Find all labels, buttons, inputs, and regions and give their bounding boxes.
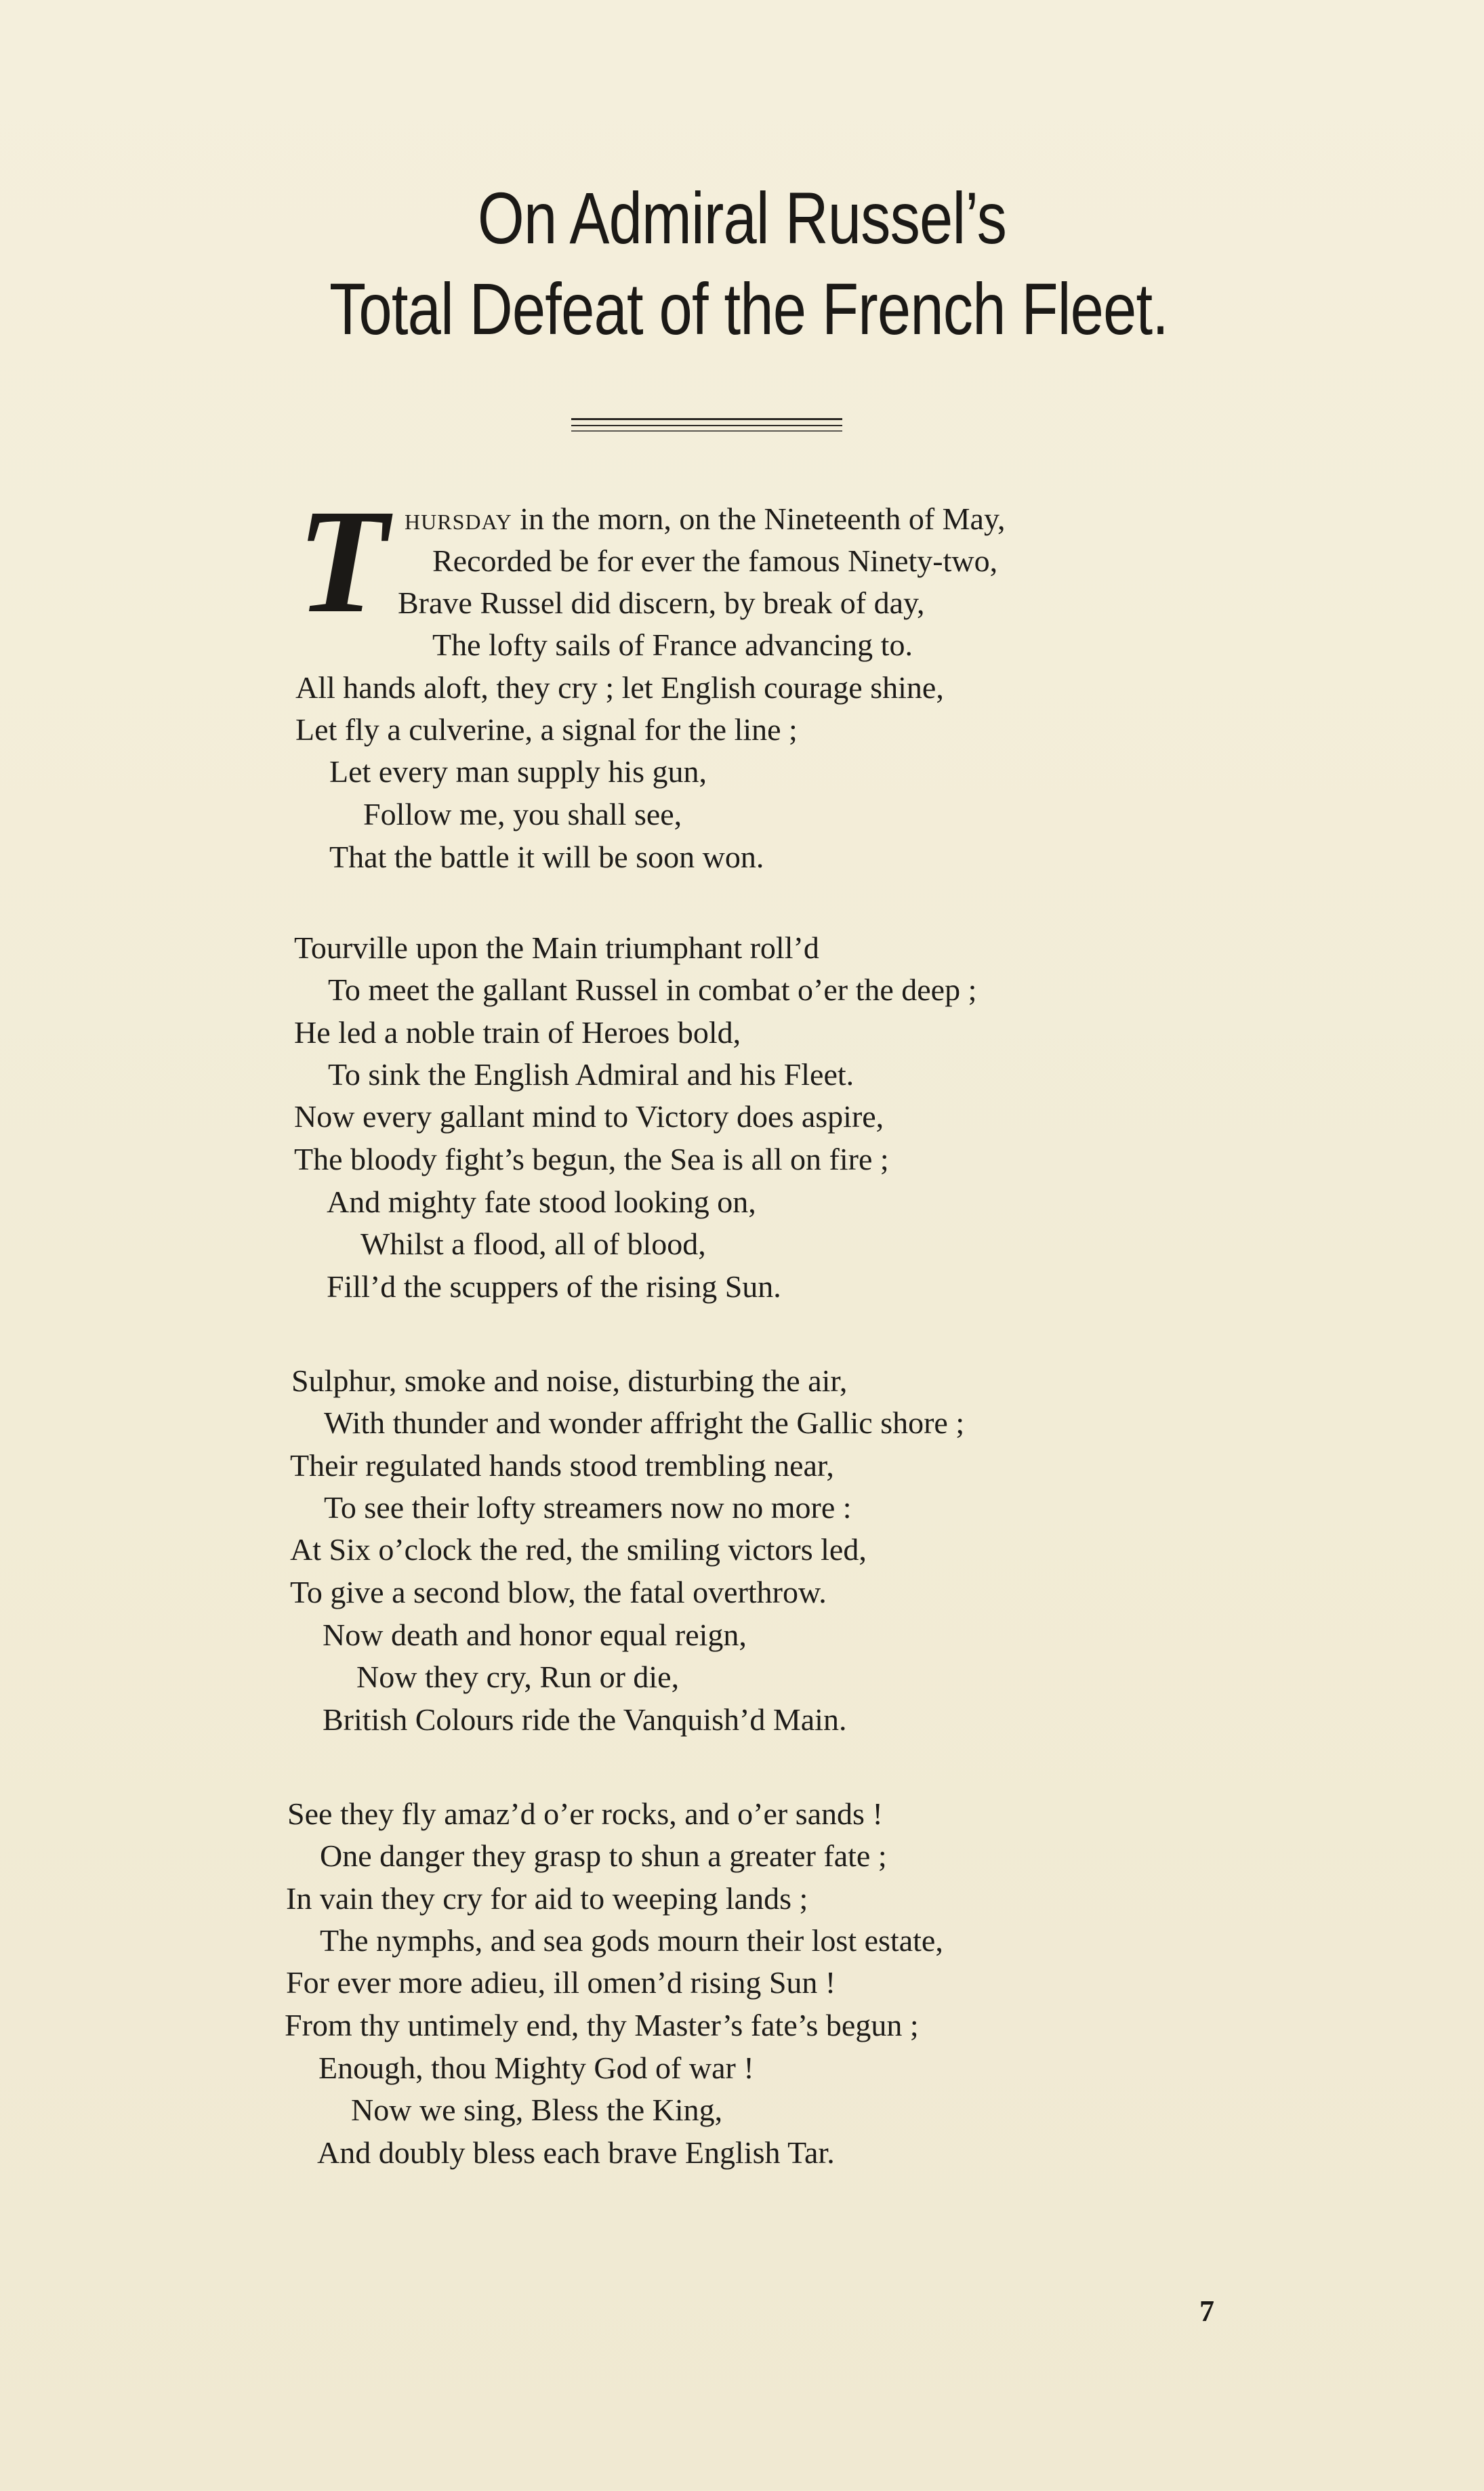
poem-line: Whilst a flood, all of blood, (360, 1227, 706, 1261)
poem-line: All hands aloft, they cry ; let English courage shine, (295, 670, 944, 705)
poem-line: The lofty sails of France advancing to. (432, 627, 913, 662)
poem-line: Enough, thou Mighty God of war ! (318, 2051, 754, 2085)
poem-line: From thy untimely end, thy Master’s fate’s begun ; (285, 2008, 919, 2042)
poem-line: And mighty fate stood looking on, (327, 1185, 756, 1219)
poem-line: For ever more adieu, ill omen’d rising Sun ! (286, 1965, 836, 2000)
poem-line: The bloody fight’s begun, the Sea is all on fire ; (294, 1142, 889, 1176)
poem-line: Now we sing, Bless the King, (351, 2093, 723, 2127)
poem-line: Now death and honor equal reign, (323, 1618, 747, 1652)
poem-line: See they fly amaz’d o’er rocks, and o’er sands ! (287, 1796, 883, 1831)
poem-line: In vain they cry for aid to weeping lands ; (286, 1881, 808, 1916)
drop-cap: T (297, 478, 388, 644)
poem-line: That the battle it will be soon won. (329, 840, 764, 874)
poem-line: With thunder and wonder affright the Gallic shore ; (324, 1405, 965, 1440)
small-caps-word: hursday (405, 501, 512, 536)
poem-line: Fill’d the scuppers of the rising Sun. (327, 1269, 781, 1304)
poem-title-line-2: Total Defeat of the French Fleet. (329, 268, 1169, 350)
poem-line: He led a noble train of Heroes bold, (294, 1015, 741, 1050)
poem-line: The nymphs, and sea gods mourn their lost estate, (320, 1923, 943, 1958)
title-rule-bottom (571, 430, 842, 432)
poem-line: Their regulated hands stood trembling near, (290, 1448, 834, 1483)
poem-line: Sulphur, smoke and noise, disturbing the air, (291, 1363, 848, 1398)
poem-line: Tourville upon the Main triumphant roll’d (294, 930, 819, 965)
poem-line: Follow me, you shall see, (363, 797, 682, 831)
poem-line: Now they cry, Run or die, (356, 1660, 680, 1694)
poem-line: Recorded be for ever the famous Ninety-two, (432, 543, 998, 578)
line-text: in the morn, on the Nineteenth of May, (512, 501, 1006, 536)
poem-line (405, 503, 1005, 535)
poem-line: And doubly bless each brave English Tar. (317, 2135, 835, 2170)
title-rule-middle (571, 425, 842, 426)
poem-line: Let every man supply his gun, (329, 754, 707, 789)
page-number: 7 (1199, 2294, 1214, 2328)
poem-line: To sink the English Admiral and his Fleet. (328, 1057, 854, 1092)
poem-title-line-1: On Admiral Russel’s (477, 177, 1007, 259)
poem-line: To see their lofty streamers now no more : (324, 1490, 852, 1525)
poem-line: British Colours ride the Vanquish’d Main. (323, 1702, 847, 1737)
poem-line: Now every gallant mind to Victory does aspire, (294, 1099, 884, 1134)
poem-line: One danger they grasp to shun a greater fate ; (320, 1838, 887, 1873)
poem-line: At Six o’clock the red, the smiling victors led, (290, 1532, 867, 1567)
poem-line: To meet the gallant Russel in combat o’er the deep ; (328, 972, 977, 1007)
poem-line: To give a second blow, the fatal overthrow. (290, 1575, 827, 1609)
poem-line: Let fly a culverine, a signal for the line ; (295, 712, 798, 747)
poem-line: Brave Russel did discern, by break of day, (398, 585, 925, 620)
title-rule-top (571, 418, 842, 420)
